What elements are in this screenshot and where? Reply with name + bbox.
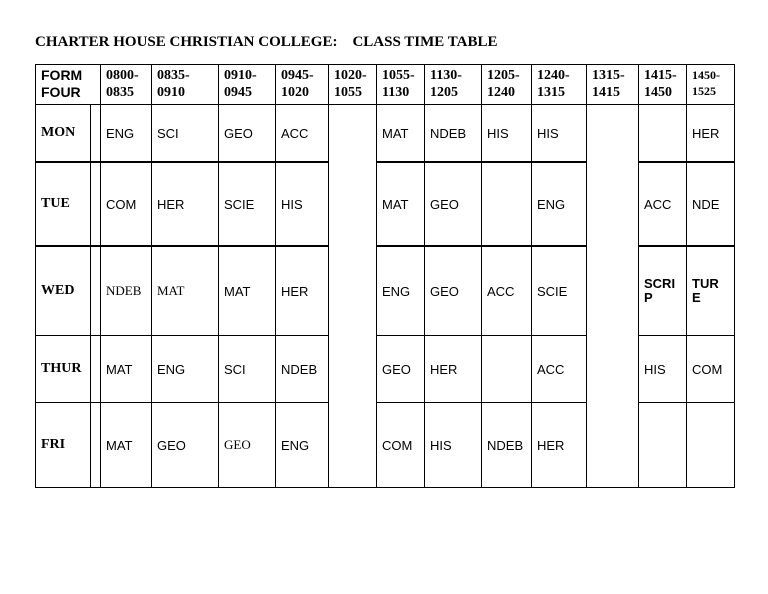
subject-cell: ACC: [532, 336, 587, 403]
day-label: WED: [36, 246, 91, 336]
period-header: 1315- 1415: [587, 65, 639, 105]
period-header: 1055- 1130: [377, 65, 425, 105]
subject-cell: [639, 246, 687, 336]
subject-cell: NDEB: [425, 105, 482, 163]
subject-cell: NDEB: [482, 403, 532, 488]
subject-cell: ENG: [101, 105, 152, 163]
subject-cell: HIS: [276, 162, 329, 246]
break-cell: [329, 246, 377, 336]
subject-cell: ENG: [532, 162, 587, 246]
subject-cell: MAT: [152, 246, 219, 336]
period-header: 1415- 1450: [639, 65, 687, 105]
subject-cell: GEO: [377, 336, 425, 403]
spacer-cell: [91, 403, 101, 488]
subject-cell: HIS: [482, 105, 532, 163]
period-header: 0835- 0910: [152, 65, 219, 105]
timetable: [35, 64, 735, 488]
subject-cell: ACC: [276, 105, 329, 163]
subject-cell: COM: [101, 162, 152, 246]
subject-cell: GEO: [425, 246, 482, 336]
period-header: 1240- 1315: [532, 65, 587, 105]
lunch-cell: [587, 105, 639, 163]
subject-cell: HIS: [425, 403, 482, 488]
day-row-tue: [36, 162, 735, 246]
spacer-cell: [91, 336, 101, 403]
subject-cell: NDEB: [276, 336, 329, 403]
subject-cell: MAT: [219, 246, 276, 336]
subject-cell: HIS: [532, 105, 587, 163]
subject-cell: NDE: [687, 162, 735, 246]
subject-cell: COM: [377, 403, 425, 488]
subject-cell: GEO: [219, 403, 276, 488]
split-word-part: TURE: [692, 276, 719, 305]
day-row-thur: [36, 336, 735, 403]
subject-cell: HER: [152, 162, 219, 246]
lunch-cell: [587, 162, 639, 246]
subject-cell: HER: [276, 246, 329, 336]
break-cell: [329, 403, 377, 488]
day-row-wed: [36, 246, 735, 336]
subject-cell: ACC: [482, 246, 532, 336]
page-title: CHARTER HOUSE CHRISTIAN COLLEGE: CLASS TIME TABLE: [35, 34, 498, 50]
split-word-part: SCRIP: [644, 276, 676, 305]
lunch-cell: [587, 403, 639, 488]
period-header: 0945- 1020: [276, 65, 329, 105]
subject-cell: SCIE: [532, 246, 587, 336]
subject-cell: ENG: [377, 246, 425, 336]
period-header: 0800- 0835: [101, 65, 152, 105]
subject-cell: [687, 246, 735, 336]
subject-cell: GEO: [152, 403, 219, 488]
subject-cell: [639, 105, 687, 163]
subject-cell: [687, 403, 735, 488]
subject-cell: SCIE: [219, 162, 276, 246]
subject-cell: MAT: [101, 403, 152, 488]
period-header: 0910- 0945: [219, 65, 276, 105]
day-row-fri: [36, 403, 735, 488]
period-header: 1020- 1055: [329, 65, 377, 105]
subject-cell: SCI: [152, 105, 219, 163]
subject-cell: GEO: [425, 162, 482, 246]
subject-cell: [639, 403, 687, 488]
break-cell: [329, 162, 377, 246]
spacer-cell: [91, 246, 101, 336]
subject-cell: NDEB: [101, 246, 152, 336]
subject-cell: ENG: [152, 336, 219, 403]
subject-cell: HER: [687, 105, 735, 163]
subject-cell: [482, 336, 532, 403]
subject-cell: ACC: [639, 162, 687, 246]
header-row: [36, 65, 735, 105]
subject-cell: HER: [425, 336, 482, 403]
subject-cell: HER: [532, 403, 587, 488]
subject-cell: ENG: [276, 403, 329, 488]
day-label: TUE: [36, 162, 91, 246]
subject-cell: MAT: [101, 336, 152, 403]
subject-cell: MAT: [377, 162, 425, 246]
period-header: 1450- 1525: [687, 65, 735, 105]
day-label: MON: [36, 105, 91, 163]
lunch-cell: [587, 336, 639, 403]
day-label: THUR: [36, 336, 91, 403]
day-row-mon: [36, 105, 735, 163]
subject-cell: SCI: [219, 336, 276, 403]
spacer-cell: [91, 162, 101, 246]
lunch-cell: [587, 246, 639, 336]
break-cell: [329, 336, 377, 403]
form-header: FORM FOUR: [36, 65, 101, 105]
period-header: 1130- 1205: [425, 65, 482, 105]
subject-cell: [482, 162, 532, 246]
break-cell: [329, 105, 377, 163]
day-label: FRI: [36, 403, 91, 488]
spacer-cell: [91, 105, 101, 163]
subject-cell: HIS: [639, 336, 687, 403]
subject-cell: MAT: [377, 105, 425, 163]
subject-cell: COM: [687, 336, 735, 403]
subject-cell: GEO: [219, 105, 276, 163]
period-header: 1205- 1240: [482, 65, 532, 105]
